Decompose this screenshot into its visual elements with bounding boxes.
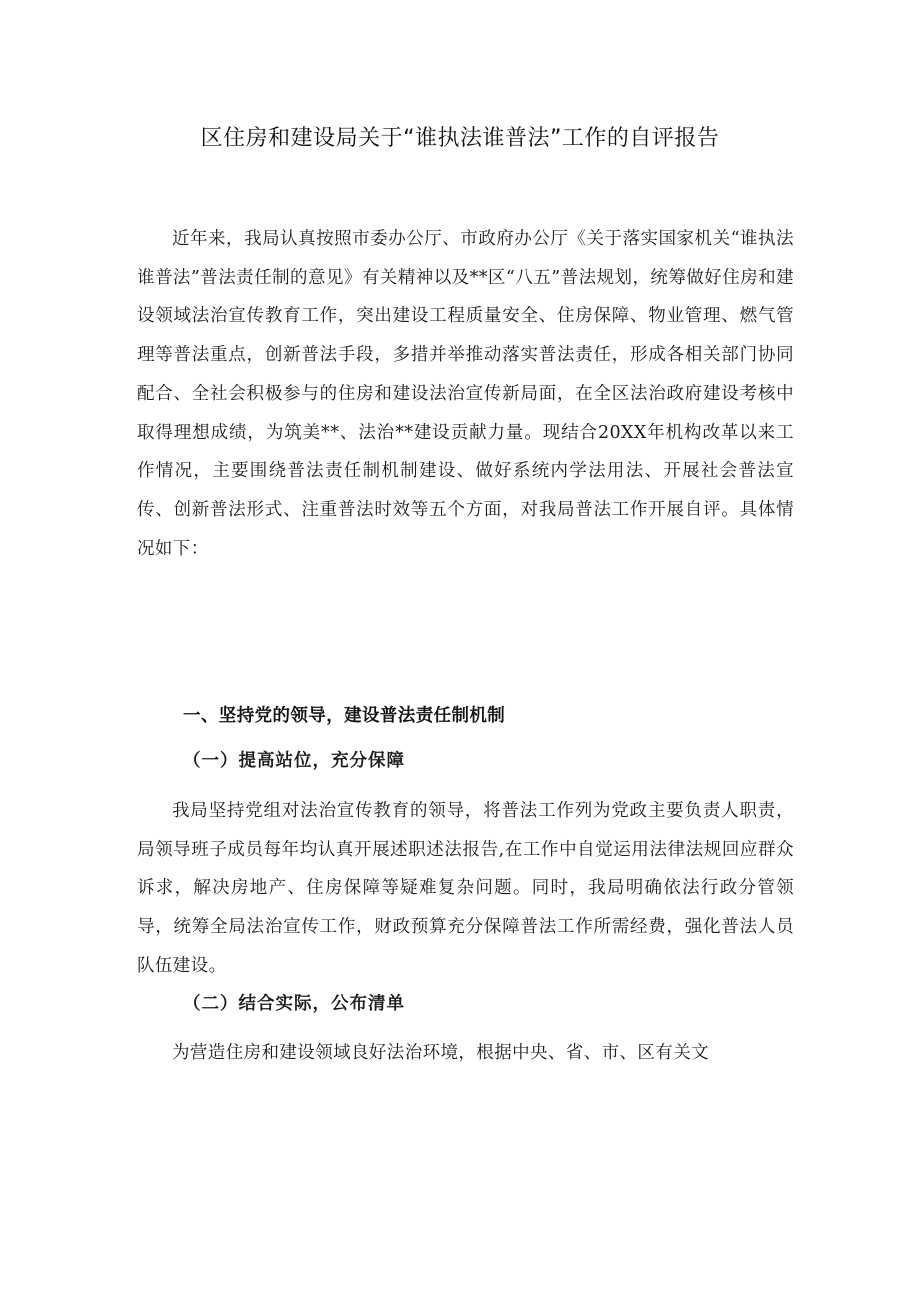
subsection-1-paragraph: 我局坚持党组对法治宣传教育的领导，将普法工作列为党政主要负责人职责，局领导班子成员每年均认真开展述职述法报告,在工作中自觉运用法律法规回应群众诉求，解决房地产、住房保障等疑难复杂问题。同时，我局明确依法行政分管领导，统筹全局法治宣传工作，财政预算充分保障普法工作所需经费，强化普法人员队伍建设。: [137, 801, 794, 976]
document-title: 区住房和建设局关于“谁执法谁普法”工作的自评报告: [200, 126, 720, 151]
intro-paragraph: 近年来，我局认真按照市委办公厅、市政府办公厅《关于落实国家机关“谁执法谁普法”普法责任制的意见》有关精神以及**区“八五”普法规划，统筹做好住房和建设领域法治宣传教育工作，突出建设工程质量安全、住房保障、物业管理、燃气管理等普法重点，创新普法手段，多措并举推动落实普法责任，形成各相关部门协同配合、全社会积极参与的住房和建设法治宣传新局面，在全区法治政府建设考核中取得理想成绩，为筑美**、法治**建设贡献力量。现结合20XX年机构改革以来工作情况，主要围绕普法责任制机制建设、做好系统内学法用法、开展社会普法宣传、创新普法形式、注重普法时效等五个方面，对我局普法工作开展自评。具体情况如下：: [137, 229, 794, 559]
subsection-2-heading: （二）结合实际，公布清单: [183, 994, 405, 1014]
subsection-1-heading: （一）提高站位，充分保障: [183, 751, 405, 771]
section-1-heading: 一、坚持党的领导，建设普法责任制机制: [183, 706, 506, 726]
subsection-2-paragraph: 为营造住房和建设领域良好法治环境，根据中央、省、市、区有关文: [172, 1043, 709, 1063]
